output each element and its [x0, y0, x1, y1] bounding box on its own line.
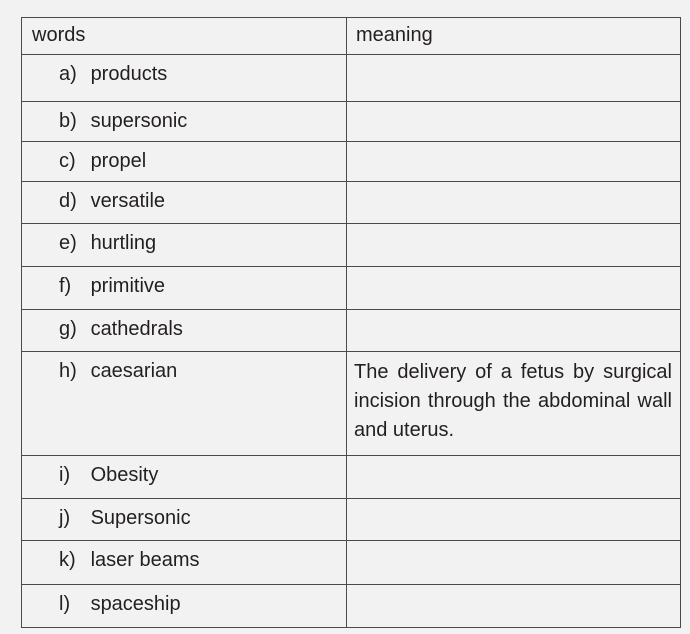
word-cell [22, 499, 347, 541]
table-row [22, 224, 681, 267]
vocabulary-word: caesarian [90, 360, 178, 382]
meaning-cell[interactable] [347, 224, 681, 267]
word-cell [22, 182, 347, 224]
vocabulary-word: cathedrals [90, 318, 183, 340]
item-letter: e) [59, 232, 77, 254]
word-cell [22, 102, 347, 142]
word-cell [22, 55, 347, 102]
item-letter: j) [59, 507, 71, 529]
item-letter: c) [59, 150, 76, 172]
vocabulary-word: Obesity [90, 464, 159, 486]
meaning-cell[interactable] [347, 182, 681, 224]
words-column-header: words [22, 18, 347, 55]
vocabulary-word: products [90, 63, 168, 85]
table-row [22, 352, 681, 456]
vocabulary-word: laser beams [90, 549, 200, 571]
item-letter: l) [59, 593, 71, 615]
word-cell [22, 224, 347, 267]
vocabulary-word: Supersonic [90, 507, 191, 529]
table-row [22, 456, 681, 499]
table-row [22, 182, 681, 224]
table-row [22, 142, 681, 182]
table-row [22, 541, 681, 585]
vocabulary-word: propel [90, 150, 147, 172]
vocabulary-word: supersonic [90, 110, 188, 132]
meaning-cell[interactable] [347, 585, 681, 628]
item-letter: k) [59, 549, 76, 571]
meaning-column-header: meaning [347, 18, 681, 55]
vocabulary-table [21, 17, 681, 628]
word-cell [22, 142, 347, 182]
vocabulary-word: versatile [90, 190, 166, 212]
word-cell [22, 585, 347, 628]
item-letter: f) [59, 275, 72, 297]
table-row [22, 102, 681, 142]
meaning-cell[interactable] [347, 102, 681, 142]
word-cell [22, 352, 347, 456]
table-row [22, 267, 681, 310]
vocabulary-word: primitive [90, 275, 166, 297]
meaning-cell[interactable] [347, 541, 681, 585]
table-row [22, 585, 681, 628]
word-cell [22, 310, 347, 352]
table-header-row [22, 18, 681, 55]
meaning-cell[interactable] [347, 55, 681, 102]
item-letter: b) [59, 110, 77, 132]
table-row [22, 499, 681, 541]
word-cell [22, 456, 347, 499]
meaning-cell[interactable] [347, 456, 681, 499]
meaning-cell[interactable] [347, 310, 681, 352]
meaning-cell[interactable] [347, 267, 681, 310]
word-cell [22, 541, 347, 585]
table-row [22, 55, 681, 102]
word-cell [22, 267, 347, 310]
vocabulary-word: hurtling [90, 232, 157, 254]
item-letter: i) [59, 464, 71, 486]
meaning-cell[interactable] [347, 142, 681, 182]
item-letter: g) [59, 318, 77, 340]
item-letter: a) [59, 63, 77, 85]
vocabulary-word: spaceship [90, 593, 181, 615]
meaning-cell[interactable]: The delivery of a fetus by surgical incision through the abdominal wall and uterus. [347, 352, 681, 456]
item-letter: h) [59, 360, 77, 382]
item-letter: d) [59, 190, 77, 212]
table-row [22, 310, 681, 352]
meaning-cell[interactable] [347, 499, 681, 541]
